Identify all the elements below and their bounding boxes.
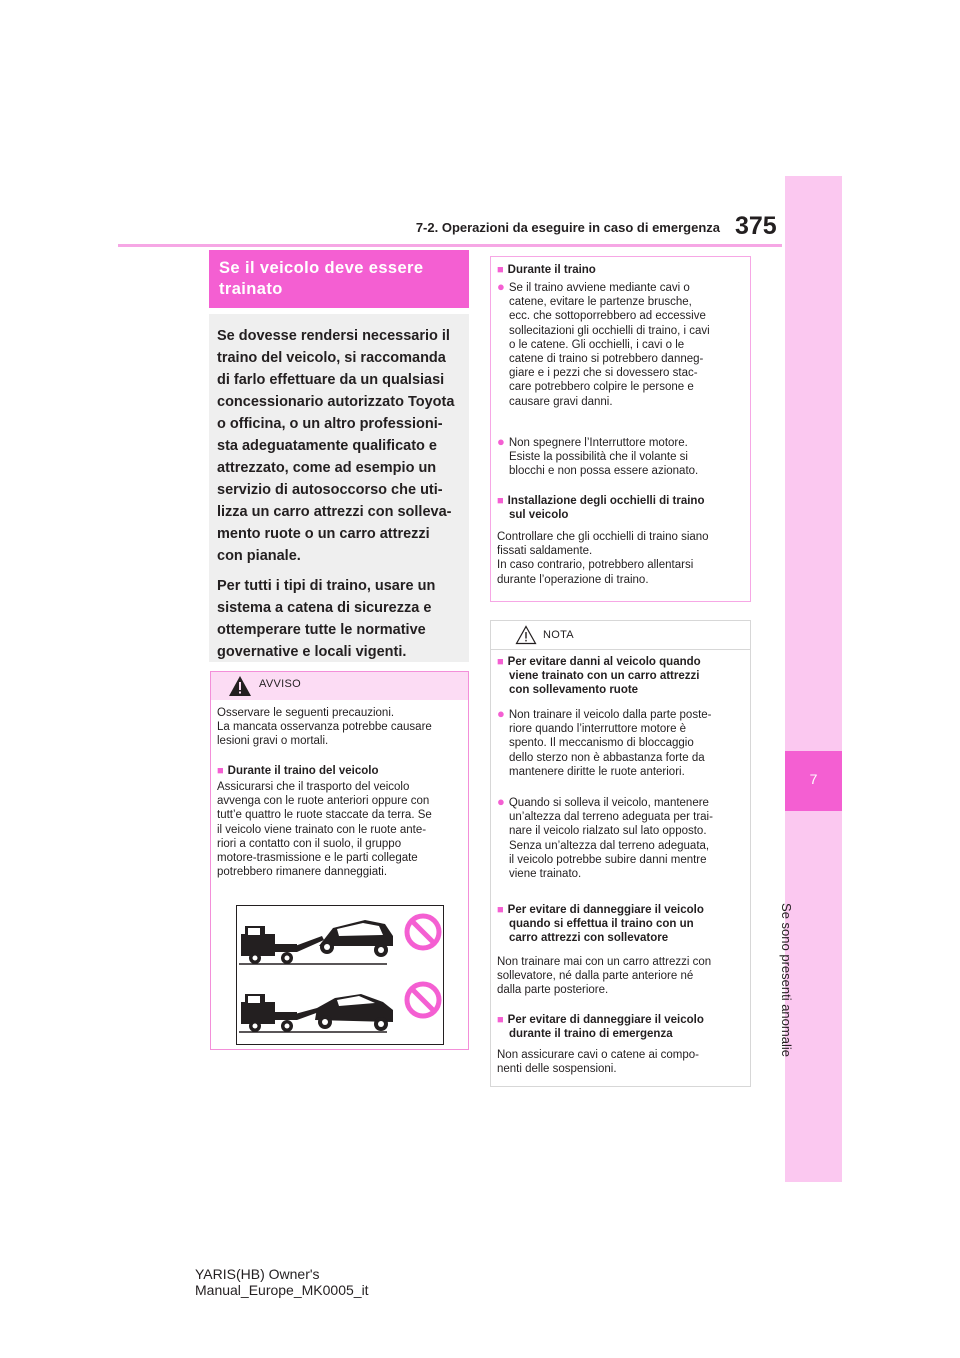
warning-header (211, 672, 468, 700)
nota-label: NOTA (543, 629, 574, 641)
tips-bullet-2: ● Non spegnere l’Interruttore motore. Esiste la possibilità che il volante si blocchi e non possa essere azionato. (497, 434, 699, 478)
heading-line-1: Se il veicolo deve essere (219, 259, 424, 277)
footer-manual-id: YARIS(HB) Owner's Manual_Europe_MK0005_it (195, 1266, 369, 1298)
chapter-title: Se sono presenti anomalie (779, 903, 794, 1057)
tow-truck-diagram (237, 906, 443, 1044)
tips-bullet-1: ● Se il traino avviene mediante cavi o catene, evitare le partenze brusche, ecc. che sottoporrebbero ad eccessive sollecitazioni gli occhielli di traino, i cavi o le catene. Gli occhielli, i cavi o le catene di traino si potrebbero danneg- giare e i pezzi che si dovessero stac- care potrebbero colpire le persone e causare gravi danni. (497, 279, 710, 408)
nota-paragraph-3: Non assicurare cavi o catene ai compo- nenti delle sospensioni. (497, 1049, 699, 1076)
square-bullet-icon: ■ (497, 904, 504, 916)
towing-tips-box (490, 256, 751, 602)
square-bullet-icon: ■ (497, 1014, 504, 1026)
tow-scene-2 (239, 984, 439, 1032)
heading-line-2: trainato (219, 280, 283, 298)
tow-scene-1 (239, 916, 439, 964)
warning-subheading: ■ Durante il traino del veicolo (217, 765, 379, 777)
nota-heading-2: ■ Per evitare di danneggiare il veicolo quando si effettua il traino con un carro attrezzi con sollevatore (497, 904, 704, 945)
chapter-number: 7 (809, 771, 818, 787)
round-bullet-icon: ● (497, 434, 505, 449)
nota-bullet-2: ● Quando si solleva il veicolo, mantenere un’altezza dal terreno adeguata per trai- nare il veicolo rialzato sul lato opposto. Senza un’altezza dal terreno adeguata, il veicolo potrebbe subire danni mentre viene trainato. (497, 794, 713, 881)
tips-paragraph: Controllare che gli occhielli di traino siano fissati saldamente. In caso contrario, potrebbero allentarsi durante l’operazione di traino. (497, 531, 709, 586)
nota-bullet-1: ● Non trainare il veicolo dalla parte poste- riore quando l’interruttore motore è spento. Il meccanismo di bloccaggio dello sterzo non è abbastanza forte da mantenere diritte le ruote anteriori. (497, 706, 712, 778)
square-bullet-icon: ■ (497, 264, 504, 276)
round-bullet-icon: ● (497, 706, 505, 721)
warning-intro: Osservare le seguenti precauzioni. La mancata osservanza potrebbe causare lesioni gravi o mortali. (217, 707, 432, 748)
intro-paragraph-2: Per tutti i tipi di traino, usare un sistema a catena di sicurezza e ottemperare tutte le normative governative e locali vigenti. (217, 578, 436, 660)
section-heading (209, 250, 469, 308)
nota-box (490, 620, 751, 1087)
warning-body: Assicurarsi che il trasporto del veicolo avvenga con le ruote anteriori oppure con tutt’e quattro le ruote staccate da terra. Se il veicolo viene trainato con le ruote ante- riori a contatto con il suolo, il gruppo motore-trasmissione e le parti collegate potrebbero rimanere danneggiati. (217, 781, 432, 879)
square-bullet-icon: ■ (497, 495, 504, 507)
page-number: 375 (735, 212, 777, 240)
header-rule (118, 244, 782, 247)
square-bullet-icon: ■ (217, 765, 224, 777)
towing-illustration (236, 905, 444, 1045)
nota-heading-1: ■ Per evitare danni al veicolo quando viene trainato con un carro attrezzi con sollevamento ruote (497, 656, 701, 697)
warning-triangle-icon (228, 675, 252, 697)
caution-triangle-icon (515, 625, 537, 645)
nota-heading-3: ■ Per evitare di danneggiare il veicolo durante il traino di emergenza (497, 1014, 704, 1041)
tips-heading-1: ■ Durante il traino (497, 264, 596, 276)
tips-heading-2: ■ Installazione degli occhielli di traino sul veicolo (497, 495, 705, 522)
square-bullet-icon: ■ (497, 656, 504, 668)
nota-header (491, 621, 750, 650)
round-bullet-icon: ● (497, 279, 505, 294)
round-bullet-icon: ● (497, 794, 505, 809)
warning-label: AVVISO (259, 678, 301, 690)
intro-paragraph-1: Se dovesse rendersi necessario il traino del veicolo, si raccomanda di farlo effettuare da un qualsiasi concessionario autorizzato Toyota o officina, o un altro professioni- sta adeguatamente qualificato e attrezzato, come ad esempio un servizio di autosoccorso che uti- lizza un carro attrezzi con solleva- mento ruote o un carro attrezzi con pianale. (217, 328, 455, 564)
nota-paragraph-2: Non trainare mai con un carro attrezzi con sollevatore, né dalla parte anteriore né dalla parte posteriore. (497, 956, 712, 997)
section-title: 7-2. Operazioni da eseguire in caso di emergenza (415, 220, 720, 235)
intro-box (209, 314, 469, 662)
